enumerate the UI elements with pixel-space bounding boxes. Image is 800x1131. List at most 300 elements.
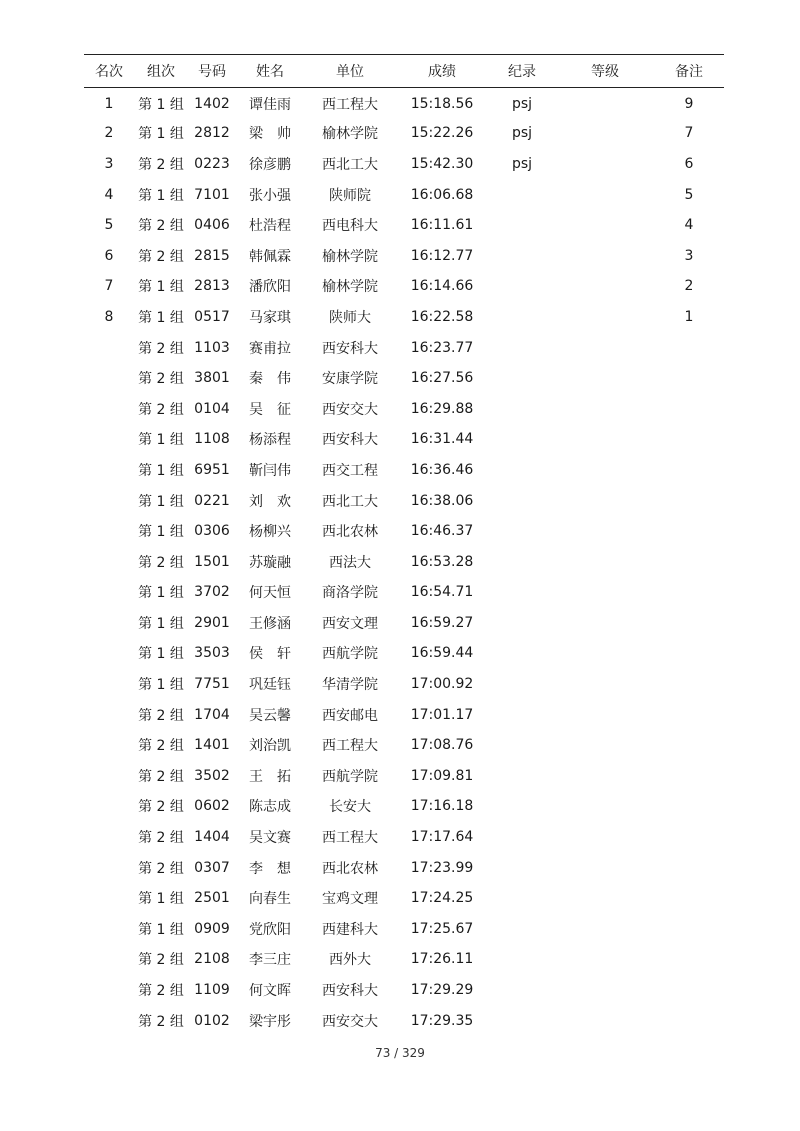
cell-result: 17:24.25 bbox=[410, 890, 474, 907]
table-row bbox=[84, 669, 724, 700]
cell-group: 第 1 组 bbox=[138, 646, 184, 663]
cell-note bbox=[654, 791, 724, 822]
cell-name: 侯 轩 bbox=[249, 646, 291, 663]
cell-record bbox=[488, 914, 556, 945]
cell-group: 第 1 组 bbox=[138, 585, 184, 602]
table-row bbox=[84, 240, 724, 271]
table-row bbox=[84, 118, 724, 149]
cell-grade bbox=[556, 118, 654, 149]
cell-note bbox=[654, 363, 724, 394]
cell-unit: 西工程大 bbox=[322, 738, 378, 755]
cell-name: 杨添程 bbox=[249, 432, 291, 449]
header-result: 成绩 bbox=[396, 55, 488, 88]
cell-grade bbox=[556, 1005, 654, 1036]
cell-grade bbox=[556, 210, 654, 241]
cell-note bbox=[654, 761, 724, 792]
cell-name: 巩廷钰 bbox=[249, 677, 291, 694]
cell-note: 4 bbox=[684, 217, 694, 234]
cell-grade bbox=[556, 271, 654, 302]
cell-unit: 华清学院 bbox=[322, 677, 378, 694]
table-row bbox=[84, 761, 724, 792]
cell-unit: 西交工程 bbox=[322, 462, 378, 479]
cell-name: 李 想 bbox=[249, 860, 291, 877]
cell-name: 徐彦鹏 bbox=[249, 156, 291, 173]
cell-grade bbox=[556, 332, 654, 363]
cell-rank bbox=[84, 485, 134, 516]
table-row bbox=[84, 546, 724, 577]
cell-result: 16:59.27 bbox=[410, 614, 474, 631]
cell-note bbox=[654, 883, 724, 914]
cell-rank: 3 bbox=[104, 155, 114, 172]
cell-note bbox=[654, 485, 724, 516]
results-table bbox=[84, 54, 724, 1036]
cell-rank: 1 bbox=[104, 96, 114, 113]
cell-result: 16:06.68 bbox=[410, 186, 474, 203]
cell-grade bbox=[556, 699, 654, 730]
cell-rank bbox=[84, 669, 134, 700]
header-group: 组次 bbox=[134, 55, 188, 88]
cell-number: 0406 bbox=[194, 217, 230, 234]
cell-rank: 2 bbox=[104, 125, 114, 142]
cell-group: 第 1 组 bbox=[138, 309, 184, 326]
cell-unit: 西北工大 bbox=[322, 156, 378, 173]
cell-number: 3503 bbox=[194, 645, 230, 662]
cell-name: 李三庄 bbox=[249, 952, 291, 969]
cell-grade bbox=[556, 179, 654, 210]
cell-rank bbox=[84, 852, 134, 883]
cell-group: 第 1 组 bbox=[138, 921, 184, 938]
cell-unit: 西北农林 bbox=[322, 860, 378, 877]
cell-name: 张小强 bbox=[249, 187, 291, 204]
cell-group: 第 1 组 bbox=[138, 891, 184, 908]
cell-grade bbox=[556, 730, 654, 761]
cell-number: 3502 bbox=[194, 767, 230, 784]
cell-unit: 商洛学院 bbox=[322, 585, 378, 602]
cell-number: 0307 bbox=[194, 859, 230, 876]
table-row bbox=[84, 393, 724, 424]
cell-grade bbox=[556, 883, 654, 914]
cell-result: 15:22.26 bbox=[410, 125, 474, 142]
cell-unit: 西外大 bbox=[329, 952, 371, 969]
cell-rank: 5 bbox=[104, 217, 114, 234]
cell-group: 第 1 组 bbox=[138, 615, 184, 632]
table-row bbox=[84, 179, 724, 210]
cell-name: 刘 欢 bbox=[249, 493, 291, 510]
cell-group: 第 1 组 bbox=[138, 279, 184, 296]
cell-unit: 榆林学院 bbox=[322, 248, 378, 265]
cell-group: 第 1 组 bbox=[138, 677, 184, 694]
cell-unit: 西工程大 bbox=[322, 830, 378, 847]
cell-grade bbox=[556, 761, 654, 792]
header-grade: 等级 bbox=[556, 55, 654, 88]
cell-number: 2812 bbox=[194, 125, 230, 142]
table-row bbox=[84, 852, 724, 883]
table-row bbox=[84, 455, 724, 486]
cell-note bbox=[654, 455, 724, 486]
cell-result: 16:59.44 bbox=[410, 645, 474, 662]
cell-record bbox=[488, 485, 556, 516]
cell-unit: 西北农林 bbox=[322, 524, 378, 541]
cell-number: 0102 bbox=[194, 1012, 230, 1029]
table-row bbox=[84, 210, 724, 241]
cell-number: 2813 bbox=[194, 278, 230, 295]
cell-note bbox=[654, 546, 724, 577]
cell-record bbox=[488, 822, 556, 853]
cell-grade bbox=[556, 546, 654, 577]
cell-grade bbox=[556, 914, 654, 945]
cell-unit: 榆林学院 bbox=[322, 279, 378, 296]
cell-note bbox=[654, 730, 724, 761]
cell-name: 杨柳兴 bbox=[249, 524, 291, 541]
cell-record bbox=[488, 699, 556, 730]
cell-note bbox=[654, 638, 724, 669]
cell-result: 16:31.44 bbox=[410, 431, 474, 448]
cell-unit: 西法大 bbox=[329, 554, 371, 571]
cell-group: 第 2 组 bbox=[138, 401, 184, 418]
cell-record bbox=[488, 608, 556, 639]
cell-unit: 西航学院 bbox=[322, 646, 378, 663]
cell-grade bbox=[556, 638, 654, 669]
cell-group: 第 2 组 bbox=[138, 768, 184, 785]
cell-result: 17:08.76 bbox=[410, 737, 474, 754]
cell-number: 3801 bbox=[194, 370, 230, 387]
cell-grade bbox=[556, 944, 654, 975]
cell-result: 16:12.77 bbox=[410, 247, 474, 264]
cell-unit: 西建科大 bbox=[322, 921, 378, 938]
cell-note: 5 bbox=[684, 186, 694, 203]
cell-record bbox=[488, 730, 556, 761]
cell-grade bbox=[556, 485, 654, 516]
cell-result: 16:53.28 bbox=[410, 553, 474, 570]
cell-number: 1402 bbox=[194, 96, 230, 113]
table-row bbox=[84, 608, 724, 639]
cell-group: 第 1 组 bbox=[138, 462, 184, 479]
cell-rank bbox=[84, 332, 134, 363]
cell-group: 第 1 组 bbox=[138, 126, 184, 143]
cell-number: 1108 bbox=[194, 431, 230, 448]
cell-number: 2815 bbox=[194, 247, 230, 264]
cell-name: 梁 帅 bbox=[249, 126, 291, 143]
cell-note: 1 bbox=[684, 308, 694, 325]
table-row bbox=[84, 914, 724, 945]
cell-rank bbox=[84, 761, 134, 792]
cell-group: 第 2 组 bbox=[138, 952, 184, 969]
cell-note bbox=[654, 975, 724, 1006]
cell-grade bbox=[556, 822, 654, 853]
cell-number: 7751 bbox=[194, 676, 230, 693]
table-row bbox=[84, 730, 724, 761]
cell-name: 吴 征 bbox=[249, 401, 291, 418]
cell-name: 秦 伟 bbox=[249, 371, 291, 388]
cell-note: 7 bbox=[684, 125, 694, 142]
cell-rank bbox=[84, 791, 134, 822]
cell-record bbox=[488, 179, 556, 210]
cell-note: 2 bbox=[684, 278, 694, 295]
cell-number: 0223 bbox=[194, 155, 230, 172]
cell-unit: 西航学院 bbox=[322, 768, 378, 785]
cell-number: 0104 bbox=[194, 400, 230, 417]
table-header-row bbox=[84, 55, 724, 88]
cell-record bbox=[488, 761, 556, 792]
cell-record bbox=[488, 1005, 556, 1036]
cell-note bbox=[654, 577, 724, 608]
cell-number: 0306 bbox=[194, 523, 230, 540]
cell-rank bbox=[84, 455, 134, 486]
cell-group: 第 2 组 bbox=[138, 983, 184, 1000]
cell-record bbox=[488, 302, 556, 333]
cell-note bbox=[654, 944, 724, 975]
cell-record bbox=[488, 516, 556, 547]
cell-note bbox=[654, 822, 724, 853]
cell-name: 向春生 bbox=[249, 891, 291, 908]
cell-grade bbox=[556, 424, 654, 455]
cell-group: 第 2 组 bbox=[138, 738, 184, 755]
cell-number: 2901 bbox=[194, 614, 230, 631]
cell-note bbox=[654, 332, 724, 363]
header-unit: 单位 bbox=[304, 55, 396, 88]
table-row bbox=[84, 516, 724, 547]
cell-record: psj bbox=[511, 96, 533, 113]
cell-grade bbox=[556, 149, 654, 180]
cell-rank bbox=[84, 975, 134, 1006]
header-name: 姓名 bbox=[236, 55, 304, 88]
cell-grade bbox=[556, 852, 654, 883]
cell-name: 王修涵 bbox=[249, 615, 291, 632]
cell-result: 15:18.56 bbox=[410, 96, 474, 113]
cell-rank: 4 bbox=[104, 186, 114, 203]
table-row bbox=[84, 699, 724, 730]
cell-number: 6951 bbox=[194, 461, 230, 478]
cell-record bbox=[488, 363, 556, 394]
cell-unit: 西安科大 bbox=[322, 983, 378, 1000]
cell-group: 第 1 组 bbox=[138, 187, 184, 204]
cell-unit: 长安大 bbox=[329, 799, 371, 816]
cell-result: 16:23.77 bbox=[410, 339, 474, 356]
cell-grade bbox=[556, 577, 654, 608]
table-row bbox=[84, 975, 724, 1006]
cell-group: 第 1 组 bbox=[138, 524, 184, 541]
table-row bbox=[84, 485, 724, 516]
cell-name: 马家琪 bbox=[249, 309, 291, 326]
cell-record bbox=[488, 271, 556, 302]
cell-rank bbox=[84, 393, 134, 424]
cell-number: 0517 bbox=[194, 308, 230, 325]
cell-record bbox=[488, 944, 556, 975]
cell-record bbox=[488, 883, 556, 914]
cell-number: 2108 bbox=[194, 951, 230, 968]
cell-rank bbox=[84, 577, 134, 608]
cell-note bbox=[654, 393, 724, 424]
cell-record bbox=[488, 975, 556, 1006]
cell-unit: 西安交大 bbox=[322, 1013, 378, 1030]
cell-name: 吴文赛 bbox=[249, 830, 291, 847]
cell-rank bbox=[84, 822, 134, 853]
cell-number: 1401 bbox=[194, 737, 230, 754]
cell-rank bbox=[84, 546, 134, 577]
cell-note bbox=[654, 1005, 724, 1036]
cell-number: 2501 bbox=[194, 890, 230, 907]
page-number: 73 / 329 bbox=[375, 1046, 425, 1060]
cell-grade bbox=[556, 975, 654, 1006]
cell-number: 1704 bbox=[194, 706, 230, 723]
cell-result: 17:16.18 bbox=[410, 798, 474, 815]
cell-result: 17:25.67 bbox=[410, 920, 474, 937]
cell-note bbox=[654, 669, 724, 700]
table-body bbox=[84, 88, 724, 1036]
cell-name: 何文晖 bbox=[249, 983, 291, 1000]
cell-result: 16:14.66 bbox=[410, 278, 474, 295]
cell-name: 杜浩程 bbox=[249, 218, 291, 235]
table-row bbox=[84, 88, 724, 119]
cell-name: 梁宇彤 bbox=[249, 1013, 291, 1030]
table-row bbox=[84, 424, 724, 455]
cell-record bbox=[488, 638, 556, 669]
cell-result: 16:11.61 bbox=[410, 217, 474, 234]
cell-number: 0602 bbox=[194, 798, 230, 815]
cell-rank bbox=[84, 363, 134, 394]
cell-group: 第 2 组 bbox=[138, 340, 184, 357]
cell-number: 1404 bbox=[194, 829, 230, 846]
cell-record bbox=[488, 852, 556, 883]
table-row bbox=[84, 149, 724, 180]
table-row bbox=[84, 822, 724, 853]
cell-rank bbox=[84, 424, 134, 455]
cell-note bbox=[654, 424, 724, 455]
cell-rank: 6 bbox=[104, 247, 114, 264]
cell-note bbox=[654, 699, 724, 730]
header-record: 纪录 bbox=[488, 55, 556, 88]
cell-record bbox=[488, 393, 556, 424]
cell-group: 第 2 组 bbox=[138, 707, 184, 724]
cell-rank bbox=[84, 1005, 134, 1036]
cell-unit: 西安科大 bbox=[322, 340, 378, 357]
cell-number: 0221 bbox=[194, 492, 230, 509]
cell-number: 7101 bbox=[194, 186, 230, 203]
table-row bbox=[84, 332, 724, 363]
header-number: 号码 bbox=[188, 55, 236, 88]
table-row bbox=[84, 363, 724, 394]
cell-result: 16:54.71 bbox=[410, 584, 474, 601]
cell-rank bbox=[84, 516, 134, 547]
cell-note bbox=[654, 852, 724, 883]
cell-record bbox=[488, 240, 556, 271]
cell-unit: 西安交大 bbox=[322, 401, 378, 418]
cell-group: 第 2 组 bbox=[138, 1013, 184, 1030]
cell-result: 16:36.46 bbox=[410, 461, 474, 478]
table-row bbox=[84, 944, 724, 975]
cell-name: 谭佳雨 bbox=[249, 97, 291, 114]
cell-grade bbox=[556, 240, 654, 271]
cell-unit: 榆林学院 bbox=[322, 126, 378, 143]
cell-number: 0909 bbox=[194, 920, 230, 937]
cell-name: 韩佩霖 bbox=[249, 248, 291, 265]
cell-result: 17:09.81 bbox=[410, 767, 474, 784]
cell-group: 第 1 组 bbox=[138, 432, 184, 449]
cell-grade bbox=[556, 88, 654, 119]
cell-rank: 7 bbox=[104, 278, 114, 295]
cell-group: 第 2 组 bbox=[138, 799, 184, 816]
cell-group: 第 2 组 bbox=[138, 248, 184, 265]
cell-name: 何天恒 bbox=[249, 585, 291, 602]
cell-number: 1501 bbox=[194, 553, 230, 570]
cell-record bbox=[488, 791, 556, 822]
cell-record bbox=[488, 332, 556, 363]
cell-name: 潘欣阳 bbox=[249, 279, 291, 296]
cell-number: 1109 bbox=[194, 982, 230, 999]
cell-result: 17:29.29 bbox=[410, 982, 474, 999]
cell-grade bbox=[556, 791, 654, 822]
cell-unit: 西北工大 bbox=[322, 493, 378, 510]
cell-grade bbox=[556, 516, 654, 547]
cell-name: 苏璇融 bbox=[249, 554, 291, 571]
cell-result: 17:26.11 bbox=[410, 951, 474, 968]
cell-record bbox=[488, 210, 556, 241]
cell-rank bbox=[84, 944, 134, 975]
cell-record bbox=[488, 424, 556, 455]
cell-rank bbox=[84, 608, 134, 639]
cell-unit: 西工程大 bbox=[322, 97, 378, 114]
cell-rank bbox=[84, 730, 134, 761]
cell-group: 第 2 组 bbox=[138, 860, 184, 877]
table-row bbox=[84, 271, 724, 302]
cell-result: 16:46.37 bbox=[410, 523, 474, 540]
cell-name: 吴云馨 bbox=[249, 707, 291, 724]
cell-unit: 陕师院 bbox=[329, 187, 371, 204]
cell-group: 第 2 组 bbox=[138, 218, 184, 235]
cell-result: 16:29.88 bbox=[410, 400, 474, 417]
cell-rank bbox=[84, 883, 134, 914]
cell-name: 陈志成 bbox=[249, 799, 291, 816]
cell-note: 6 bbox=[684, 155, 694, 172]
cell-record bbox=[488, 669, 556, 700]
cell-record bbox=[488, 455, 556, 486]
cell-grade bbox=[556, 302, 654, 333]
cell-result: 16:27.56 bbox=[410, 370, 474, 387]
cell-name: 刘治凯 bbox=[249, 738, 291, 755]
cell-name: 王 拓 bbox=[249, 768, 291, 785]
cell-note bbox=[654, 914, 724, 945]
table-row bbox=[84, 577, 724, 608]
table-row bbox=[84, 302, 724, 333]
cell-unit: 宝鸡文理 bbox=[322, 891, 378, 908]
cell-rank bbox=[84, 638, 134, 669]
cell-result: 17:01.17 bbox=[410, 706, 474, 723]
cell-group: 第 1 组 bbox=[138, 97, 184, 114]
cell-group: 第 2 组 bbox=[138, 371, 184, 388]
table-row bbox=[84, 791, 724, 822]
cell-grade bbox=[556, 393, 654, 424]
cell-note: 3 bbox=[684, 247, 694, 264]
cell-unit: 西安科大 bbox=[322, 432, 378, 449]
cell-record bbox=[488, 577, 556, 608]
cell-rank bbox=[84, 914, 134, 945]
cell-grade bbox=[556, 608, 654, 639]
cell-group: 第 2 组 bbox=[138, 554, 184, 571]
cell-result: 16:22.58 bbox=[410, 308, 474, 325]
cell-result: 16:38.06 bbox=[410, 492, 474, 509]
cell-record: psj bbox=[511, 155, 533, 172]
cell-grade bbox=[556, 455, 654, 486]
header-rank: 名次 bbox=[84, 55, 134, 88]
cell-grade bbox=[556, 669, 654, 700]
cell-name: 靳闫伟 bbox=[249, 462, 291, 479]
table-row bbox=[84, 638, 724, 669]
cell-unit: 西电科大 bbox=[322, 218, 378, 235]
cell-name: 赛甫拉 bbox=[249, 340, 291, 357]
cell-result: 17:29.35 bbox=[410, 1012, 474, 1029]
cell-note bbox=[654, 608, 724, 639]
cell-number: 1103 bbox=[194, 339, 230, 356]
